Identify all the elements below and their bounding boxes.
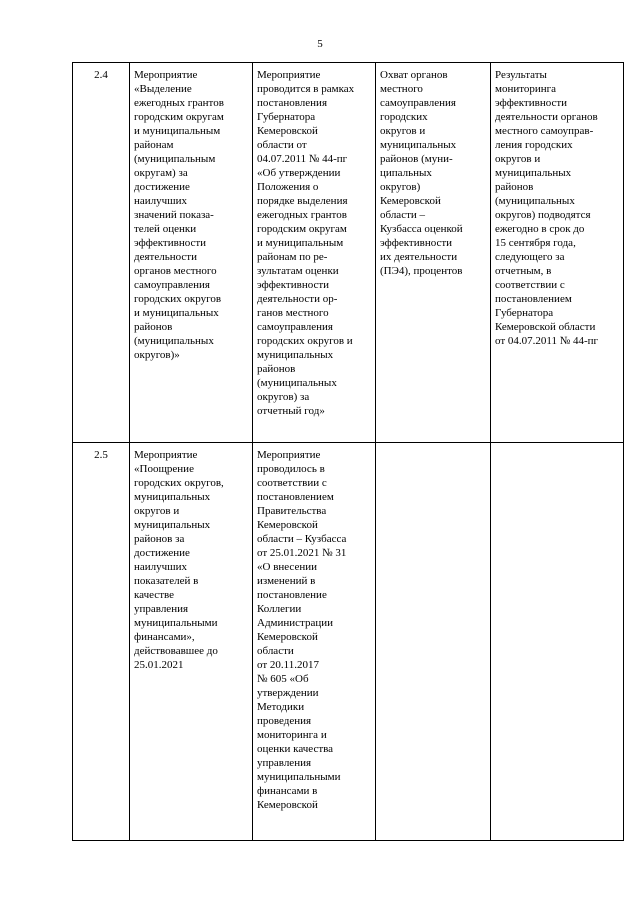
row-number-cell: 2.4 [73,63,130,443]
result-cell: Результаты мониторинга эффективности деятельности органов местного самоуправ- ления городских округов и муниципальных районов (муниципальных округов) подводятся ежегодно в срок до 15 сентября года, следующего за отчетным, в соответствии с постановлением Губернатора Кемеровской области от 04.07.2011 № 44-пг [491,63,624,443]
row-number-cell: 2.5 [73,443,130,841]
legal-basis-cell: Мероприятие проводилось в соответствии с постановлением Правительства Кемеровской области – Кузбасса от 25.01.2021 № 31 «О внесении изменений в постановление Коллегии Администрации Кемеровской области от 20.11.2017 № 605 «Об утверждении Методики проведения мониторинга и оценки качества управления муниципальными финансами в Кемеровской [253,443,376,841]
legal-basis-cell: Мероприятие проводится в рамках постановления Губернатора Кемеровской области от 04.07.2011 № 44-пг «Об утверждении Положения о порядке выделения ежегодных грантов городским округам и муниципальным районам по ре- зультатам оценки эффективности деятельности ор- ганов местного самоуправления городских округов и муниципальных районов (муниципальных округов) за отчетный год» [253,63,376,443]
event-cell: Мероприятие «Поощрение городских округов, муниципальных округов и муниципальных районов за достижение наилучших показателей в качестве управления муниципальными финансами», действовавшее до 25.01.2021 [130,443,253,841]
table-row [73,443,624,841]
indicator-cell [376,443,491,841]
page-number: 5 [317,38,323,50]
measures-table [72,62,624,841]
indicator-cell: Охват органов местного самоуправления городских округов и муниципальных районов (муни- ципальных округов) Кемеровской области – Кузбасса оценкой эффективности их деятельности (ПЭ4), процентов [376,63,491,443]
event-cell: Мероприятие «Выделение ежегодных грантов городским округам и муниципальным районам (муниципальным округам) за достижение наилучших значений показа- телей оценки эффективности деятельности органов местного самоуправления городских округов и муниципальных районов (муниципальных округов)» [130,63,253,443]
result-cell [491,443,624,841]
table-row [73,63,624,443]
